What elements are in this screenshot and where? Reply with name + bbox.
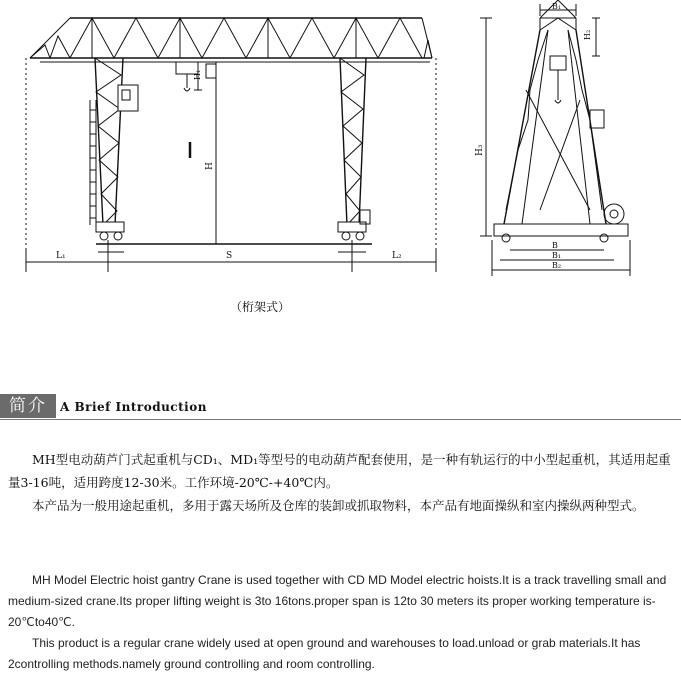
section-heading <box>0 394 681 424</box>
heading-title: A Brief Introduction <box>60 400 207 414</box>
heading-tag: 简介 <box>0 394 56 418</box>
label-h1: H₁ <box>193 69 202 80</box>
girder-truss <box>30 18 432 62</box>
drawing-caption: （桁架式） <box>230 300 291 314</box>
english-paragraph-1: MH Model Electric hoist gantry Crane is used together with CD MD Model electric hoists.It is a track travelling small and medium-sized crane.Its proper lifting weight is 3to 16tons.proper span is 12to 30 meters its proper working temperature is-20℃to40℃. <box>8 573 667 629</box>
front-dimensions <box>26 58 436 272</box>
english-paragraph-2: This product is a regular crane widely used at open ground and warehouses to load.unload or grab materials.It has 2controlling methods.namely ground controlling and room controlling. <box>8 636 641 671</box>
chinese-paragraph-1: MH型电动葫芦门式起重机与CD₁、MD₁等型号的电动葫芦配套使用，是一种有轨运行的中小型起重机，其适用起重量3-16吨，适用跨度12-30米。工作环境-20℃-+40℃内。 <box>8 452 671 490</box>
label-b1: B₁ <box>552 2 562 11</box>
chinese-paragraph-2: 本产品为一般用途起重机，多用于露天场所及仓库的装卸或抓取物料，本产品有地面操纵和室内操纵两种型式。 <box>32 498 645 513</box>
label-b: B <box>552 241 558 250</box>
label-l1: L₁ <box>56 251 66 261</box>
label-s: S <box>226 251 233 261</box>
label-h: H <box>205 162 215 170</box>
label-l2: L₂ <box>392 251 402 261</box>
chinese-description <box>8 448 676 517</box>
label-b1-bottom: B₁ <box>552 251 562 260</box>
crane-technical-drawing <box>0 0 681 300</box>
right-leg <box>338 58 370 240</box>
left-leg <box>90 58 138 240</box>
side-view-frame <box>494 0 628 242</box>
label-h2: H₂ <box>583 29 592 40</box>
label-b2: B₂ <box>552 261 562 270</box>
english-description <box>8 570 676 675</box>
label-h3: H₃ <box>475 144 485 156</box>
heading-divider <box>0 419 681 420</box>
